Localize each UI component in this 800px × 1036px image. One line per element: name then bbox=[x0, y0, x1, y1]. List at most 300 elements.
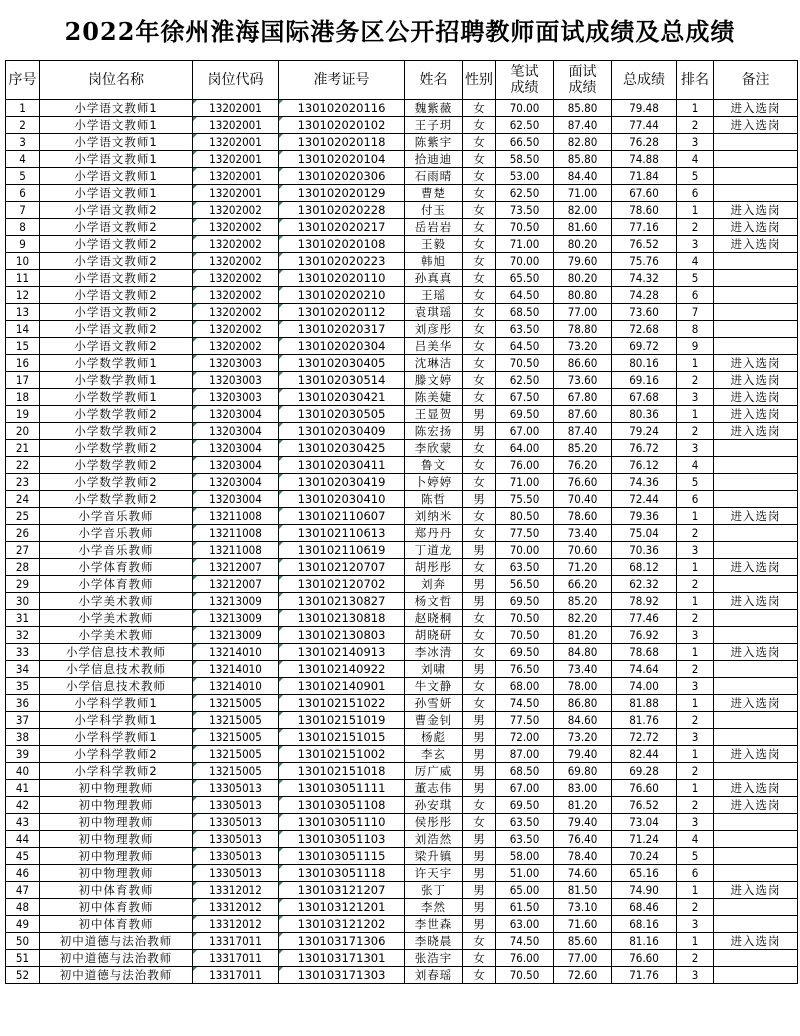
cell-gender: 女 bbox=[463, 372, 496, 389]
cell-gender: 女 bbox=[463, 100, 496, 117]
cell-exam-no: 130102140901 bbox=[279, 678, 405, 695]
cell-total-score: 74.90 bbox=[612, 882, 677, 899]
table-row bbox=[6, 950, 798, 967]
cell-written-score: 68.50 bbox=[496, 763, 554, 780]
cell-total-score: 78.92 bbox=[612, 593, 677, 610]
cell-total-score: 79.24 bbox=[612, 423, 677, 440]
cell-post-code: 13312012 bbox=[193, 916, 279, 933]
cell-total-score: 78.60 bbox=[612, 202, 677, 219]
cell-post-name: 小学语文教师2 bbox=[40, 219, 193, 236]
cell-post-code: 13203003 bbox=[193, 372, 279, 389]
cell-post-name: 小学数学教师1 bbox=[40, 389, 193, 406]
cell-post-code: 13202002 bbox=[193, 287, 279, 304]
cell-total-score: 78.68 bbox=[612, 644, 677, 661]
cell-post-code: 13202002 bbox=[193, 219, 279, 236]
table-row bbox=[6, 202, 798, 219]
cell-post-name: 初中物理教师 bbox=[40, 865, 193, 882]
cell-gender: 男 bbox=[463, 542, 496, 559]
cell-seq: 9 bbox=[6, 236, 40, 253]
cell-interview-score: 80.20 bbox=[554, 270, 612, 287]
cell-note bbox=[714, 831, 798, 848]
cell-candidate-name: 陈哲 bbox=[405, 491, 463, 508]
table-body bbox=[6, 100, 798, 984]
cell-note bbox=[714, 185, 798, 202]
cell-post-code: 13202001 bbox=[193, 168, 279, 185]
cell-post-code: 13202001 bbox=[193, 117, 279, 134]
cell-gender: 女 bbox=[463, 950, 496, 967]
cell-rank: 6 bbox=[677, 491, 714, 508]
cell-gender: 男 bbox=[463, 491, 496, 508]
cell-post-code: 13202001 bbox=[193, 151, 279, 168]
cell-seq: 27 bbox=[6, 542, 40, 559]
cell-exam-no: 130102020217 bbox=[279, 219, 405, 236]
cell-exam-no: 130102030505 bbox=[279, 406, 405, 423]
cell-post-code: 13203004 bbox=[193, 406, 279, 423]
header-written-score bbox=[496, 61, 554, 100]
table-row bbox=[6, 474, 798, 491]
cell-candidate-name: 石雨晴 bbox=[405, 168, 463, 185]
header-interview-line1: 面试 bbox=[568, 64, 597, 80]
table-row bbox=[6, 508, 798, 525]
cell-rank: 5 bbox=[677, 474, 714, 491]
cell-interview-score: 73.40 bbox=[554, 661, 612, 678]
cell-note: 进入选岗 bbox=[714, 100, 798, 117]
cell-candidate-name: 卜婷婷 bbox=[405, 474, 463, 491]
cell-written-score: 70.50 bbox=[496, 627, 554, 644]
table-row bbox=[6, 117, 798, 134]
cell-interview-score: 70.40 bbox=[554, 491, 612, 508]
cell-candidate-name: 梁升镇 bbox=[405, 848, 463, 865]
cell-post-code: 13214010 bbox=[193, 644, 279, 661]
cell-rank: 2 bbox=[677, 712, 714, 729]
cell-interview-score: 71.60 bbox=[554, 916, 612, 933]
cell-interview-score: 66.20 bbox=[554, 576, 612, 593]
cell-gender: 女 bbox=[463, 797, 496, 814]
cell-post-name: 小学数学教师1 bbox=[40, 355, 193, 372]
cell-gender: 女 bbox=[463, 219, 496, 236]
cell-total-score: 81.76 bbox=[612, 712, 677, 729]
table-row bbox=[6, 678, 798, 695]
cell-candidate-name: 曹楚 bbox=[405, 185, 463, 202]
cell-total-score: 75.76 bbox=[612, 253, 677, 270]
cell-candidate-name: 刘春瑶 bbox=[405, 967, 463, 984]
cell-note bbox=[714, 474, 798, 491]
cell-written-score: 80.50 bbox=[496, 508, 554, 525]
cell-gender: 女 bbox=[463, 457, 496, 474]
cell-total-score: 74.28 bbox=[612, 287, 677, 304]
table-row bbox=[6, 440, 798, 457]
cell-note bbox=[714, 865, 798, 882]
cell-gender: 男 bbox=[463, 882, 496, 899]
cell-gender: 女 bbox=[463, 644, 496, 661]
cell-written-score: 70.00 bbox=[496, 100, 554, 117]
cell-total-score: 68.46 bbox=[612, 899, 677, 916]
cell-written-score: 76.00 bbox=[496, 457, 554, 474]
cell-rank: 3 bbox=[677, 389, 714, 406]
cell-gender: 女 bbox=[463, 508, 496, 525]
cell-post-code: 13312012 bbox=[193, 882, 279, 899]
cell-gender: 女 bbox=[463, 202, 496, 219]
cell-exam-no: 130102020304 bbox=[279, 338, 405, 355]
cell-gender: 男 bbox=[463, 763, 496, 780]
cell-post-name: 小学语文教师2 bbox=[40, 321, 193, 338]
cell-interview-score: 69.80 bbox=[554, 763, 612, 780]
table-row bbox=[6, 372, 798, 389]
cell-written-score: 69.50 bbox=[496, 797, 554, 814]
cell-note bbox=[714, 270, 798, 287]
cell-written-score: 74.50 bbox=[496, 933, 554, 950]
cell-post-name: 小学语文教师2 bbox=[40, 270, 193, 287]
cell-post-code: 13312012 bbox=[193, 899, 279, 916]
cell-written-score: 65.00 bbox=[496, 882, 554, 899]
cell-rank: 2 bbox=[677, 372, 714, 389]
cell-written-score: 77.50 bbox=[496, 525, 554, 542]
cell-post-name: 初中物理教师 bbox=[40, 831, 193, 848]
cell-interview-score: 85.80 bbox=[554, 151, 612, 168]
cell-post-code: 13202002 bbox=[193, 321, 279, 338]
cell-seq: 24 bbox=[6, 491, 40, 508]
cell-interview-score: 83.00 bbox=[554, 780, 612, 797]
cell-written-score: 70.50 bbox=[496, 355, 554, 372]
cell-rank: 1 bbox=[677, 559, 714, 576]
cell-candidate-name: 杨文哲 bbox=[405, 593, 463, 610]
cell-gender: 女 bbox=[463, 236, 496, 253]
cell-exam-no: 130102130827 bbox=[279, 593, 405, 610]
cell-exam-no: 130103121207 bbox=[279, 882, 405, 899]
cell-total-score: 69.72 bbox=[612, 338, 677, 355]
table-row bbox=[6, 457, 798, 474]
cell-candidate-name: 岳岩岩 bbox=[405, 219, 463, 236]
cell-gender: 男 bbox=[463, 406, 496, 423]
cell-post-name: 初中体育教师 bbox=[40, 882, 193, 899]
header-written-line2: 成绩 bbox=[510, 80, 539, 96]
cell-total-score: 81.88 bbox=[612, 695, 677, 712]
cell-post-code: 13214010 bbox=[193, 661, 279, 678]
cell-post-code: 13317011 bbox=[193, 967, 279, 984]
cell-note bbox=[714, 678, 798, 695]
table-row bbox=[6, 151, 798, 168]
cell-candidate-name: 赵晓桐 bbox=[405, 610, 463, 627]
cell-rank: 5 bbox=[677, 168, 714, 185]
cell-note: 进入选岗 bbox=[714, 644, 798, 661]
cell-interview-score: 73.20 bbox=[554, 338, 612, 355]
cell-total-score: 81.16 bbox=[612, 933, 677, 950]
cell-total-score: 74.36 bbox=[612, 474, 677, 491]
cell-post-name: 小学语文教师1 bbox=[40, 151, 193, 168]
cell-gender: 男 bbox=[463, 661, 496, 678]
cell-post-name: 小学信息技术教师 bbox=[40, 678, 193, 695]
cell-seq: 34 bbox=[6, 661, 40, 678]
cell-gender: 女 bbox=[463, 559, 496, 576]
cell-candidate-name: 张丁 bbox=[405, 882, 463, 899]
cell-written-score: 63.50 bbox=[496, 559, 554, 576]
cell-note bbox=[714, 610, 798, 627]
table-row bbox=[6, 542, 798, 559]
cell-seq: 13 bbox=[6, 304, 40, 321]
cell-post-name: 小学数学教师1 bbox=[40, 372, 193, 389]
cell-rank: 2 bbox=[677, 950, 714, 967]
cell-interview-score: 85.80 bbox=[554, 100, 612, 117]
cell-written-score: 69.50 bbox=[496, 644, 554, 661]
cell-interview-score: 73.10 bbox=[554, 899, 612, 916]
table-row bbox=[6, 219, 798, 236]
cell-rank: 2 bbox=[677, 610, 714, 627]
cell-rank: 2 bbox=[677, 661, 714, 678]
table-row bbox=[6, 763, 798, 780]
cell-seq: 26 bbox=[6, 525, 40, 542]
cell-exam-no: 130103051111 bbox=[279, 780, 405, 797]
cell-candidate-name: 许天宇 bbox=[405, 865, 463, 882]
cell-post-code: 13215005 bbox=[193, 695, 279, 712]
cell-seq: 8 bbox=[6, 219, 40, 236]
cell-post-code: 13212007 bbox=[193, 576, 279, 593]
cell-total-score: 77.16 bbox=[612, 219, 677, 236]
cell-note: 进入选岗 bbox=[714, 780, 798, 797]
cell-rank: 8 bbox=[677, 321, 714, 338]
cell-rank: 9 bbox=[677, 338, 714, 355]
cell-candidate-name: 张浩宇 bbox=[405, 950, 463, 967]
table-row bbox=[6, 593, 798, 610]
cell-candidate-name: 厉广威 bbox=[405, 763, 463, 780]
cell-rank: 1 bbox=[677, 780, 714, 797]
cell-candidate-name: 胡晓研 bbox=[405, 627, 463, 644]
cell-written-score: 58.50 bbox=[496, 151, 554, 168]
cell-written-score: 56.50 bbox=[496, 576, 554, 593]
cell-seq: 39 bbox=[6, 746, 40, 763]
cell-gender: 女 bbox=[463, 525, 496, 542]
cell-rank: 6 bbox=[677, 287, 714, 304]
cell-post-name: 小学数学教师2 bbox=[40, 423, 193, 440]
cell-total-score: 80.16 bbox=[612, 355, 677, 372]
cell-interview-score: 81.20 bbox=[554, 627, 612, 644]
cell-seq: 41 bbox=[6, 780, 40, 797]
cell-candidate-name: 陈紫宇 bbox=[405, 134, 463, 151]
cell-post-name: 小学科学教师2 bbox=[40, 763, 193, 780]
cell-total-score: 71.84 bbox=[612, 168, 677, 185]
cell-written-score: 64.50 bbox=[496, 338, 554, 355]
cell-interview-score: 79.40 bbox=[554, 814, 612, 831]
cell-interview-score: 81.20 bbox=[554, 797, 612, 814]
cell-exam-no: 130103171301 bbox=[279, 950, 405, 967]
cell-interview-score: 67.80 bbox=[554, 389, 612, 406]
cell-gender: 女 bbox=[463, 933, 496, 950]
cell-interview-score: 84.60 bbox=[554, 712, 612, 729]
cell-seq: 12 bbox=[6, 287, 40, 304]
cell-written-score: 53.00 bbox=[496, 168, 554, 185]
cell-gender: 女 bbox=[463, 678, 496, 695]
cell-seq: 37 bbox=[6, 712, 40, 729]
cell-exam-no: 130103051115 bbox=[279, 848, 405, 865]
table-row bbox=[6, 338, 798, 355]
table-row bbox=[6, 270, 798, 287]
cell-post-name: 小学数学教师2 bbox=[40, 440, 193, 457]
cell-written-score: 70.00 bbox=[496, 542, 554, 559]
cell-note: 进入选岗 bbox=[714, 593, 798, 610]
cell-post-code: 13202002 bbox=[193, 202, 279, 219]
cell-gender: 女 bbox=[463, 304, 496, 321]
cell-candidate-name: 董志伟 bbox=[405, 780, 463, 797]
cell-exam-no: 130102030421 bbox=[279, 389, 405, 406]
table-row bbox=[6, 882, 798, 899]
table-row bbox=[6, 712, 798, 729]
cell-exam-no: 130103171303 bbox=[279, 967, 405, 984]
cell-total-score: 79.48 bbox=[612, 100, 677, 117]
cell-total-score: 82.44 bbox=[612, 746, 677, 763]
cell-post-name: 小学信息技术教师 bbox=[40, 644, 193, 661]
cell-interview-score: 78.40 bbox=[554, 848, 612, 865]
cell-post-code: 13202001 bbox=[193, 100, 279, 117]
cell-interview-score: 80.20 bbox=[554, 236, 612, 253]
cell-exam-no: 130102151019 bbox=[279, 712, 405, 729]
header-exam-no: 准考证号 bbox=[279, 61, 405, 100]
cell-seq: 32 bbox=[6, 627, 40, 644]
cell-post-name: 小学语文教师1 bbox=[40, 117, 193, 134]
cell-written-score: 61.50 bbox=[496, 899, 554, 916]
cell-note bbox=[714, 712, 798, 729]
table-row bbox=[6, 916, 798, 933]
cell-post-code: 13202002 bbox=[193, 338, 279, 355]
header-post-code: 岗位代码 bbox=[193, 61, 279, 100]
cell-gender: 女 bbox=[463, 168, 496, 185]
cell-candidate-name: 拾迪迪 bbox=[405, 151, 463, 168]
cell-candidate-name: 刘奔 bbox=[405, 576, 463, 593]
cell-post-code: 13212007 bbox=[193, 559, 279, 576]
cell-gender: 女 bbox=[463, 338, 496, 355]
cell-rank: 1 bbox=[677, 593, 714, 610]
cell-candidate-name: 李世森 bbox=[405, 916, 463, 933]
table-row bbox=[6, 933, 798, 950]
cell-seq: 18 bbox=[6, 389, 40, 406]
cell-note bbox=[714, 168, 798, 185]
cell-written-score: 68.00 bbox=[496, 678, 554, 695]
table-row bbox=[6, 967, 798, 984]
cell-gender: 男 bbox=[463, 780, 496, 797]
cell-candidate-name: 刘彦彤 bbox=[405, 321, 463, 338]
cell-interview-score: 71.00 bbox=[554, 185, 612, 202]
cell-exam-no: 130103121202 bbox=[279, 916, 405, 933]
cell-gender: 男 bbox=[463, 746, 496, 763]
cell-rank: 2 bbox=[677, 763, 714, 780]
cell-total-score: 72.44 bbox=[612, 491, 677, 508]
cell-interview-score: 84.40 bbox=[554, 168, 612, 185]
table-row bbox=[6, 525, 798, 542]
cell-gender: 男 bbox=[463, 729, 496, 746]
header-interview-line2: 成绩 bbox=[568, 80, 597, 96]
cell-exam-no: 130102020223 bbox=[279, 253, 405, 270]
table-row bbox=[6, 831, 798, 848]
cell-written-score: 62.50 bbox=[496, 117, 554, 134]
cell-post-name: 小学语文教师2 bbox=[40, 304, 193, 321]
cell-post-code: 13305013 bbox=[193, 797, 279, 814]
cell-post-code: 13317011 bbox=[193, 950, 279, 967]
cell-post-name: 小学语文教师1 bbox=[40, 100, 193, 117]
cell-exam-no: 130102020104 bbox=[279, 151, 405, 168]
cell-candidate-name: 李晓晨 bbox=[405, 933, 463, 950]
cell-rank: 1 bbox=[677, 695, 714, 712]
cell-exam-no: 130103051118 bbox=[279, 865, 405, 882]
cell-seq: 31 bbox=[6, 610, 40, 627]
cell-rank: 2 bbox=[677, 525, 714, 542]
cell-exam-no: 130102020129 bbox=[279, 185, 405, 202]
cell-total-score: 68.16 bbox=[612, 916, 677, 933]
table-row bbox=[6, 644, 798, 661]
cell-exam-no: 130102120702 bbox=[279, 576, 405, 593]
cell-note bbox=[714, 491, 798, 508]
cell-candidate-name: 侯彤彤 bbox=[405, 814, 463, 831]
cell-post-code: 13213009 bbox=[193, 610, 279, 627]
cell-written-score: 70.00 bbox=[496, 253, 554, 270]
cell-seq: 51 bbox=[6, 950, 40, 967]
cell-rank: 1 bbox=[677, 644, 714, 661]
cell-total-score: 65.16 bbox=[612, 865, 677, 882]
cell-total-score: 71.24 bbox=[612, 831, 677, 848]
cell-candidate-name: 王瑶 bbox=[405, 287, 463, 304]
table-row bbox=[6, 236, 798, 253]
cell-interview-score: 79.40 bbox=[554, 746, 612, 763]
table-row bbox=[6, 100, 798, 117]
table-row bbox=[6, 287, 798, 304]
cell-written-score: 65.50 bbox=[496, 270, 554, 287]
cell-written-score: 63.00 bbox=[496, 916, 554, 933]
cell-candidate-name: 王子玥 bbox=[405, 117, 463, 134]
table-row bbox=[6, 559, 798, 576]
cell-exam-no: 130102020228 bbox=[279, 202, 405, 219]
cell-post-code: 13211008 bbox=[193, 542, 279, 559]
cell-gender: 男 bbox=[463, 576, 496, 593]
cell-post-name: 小学语文教师2 bbox=[40, 202, 193, 219]
cell-written-score: 70.50 bbox=[496, 610, 554, 627]
cell-candidate-name: 丁道龙 bbox=[405, 542, 463, 559]
cell-candidate-name: 袁琪瑶 bbox=[405, 304, 463, 321]
table-row bbox=[6, 321, 798, 338]
cell-interview-score: 85.20 bbox=[554, 593, 612, 610]
header-total: 总成绩 bbox=[612, 61, 677, 100]
table-row bbox=[6, 185, 798, 202]
cell-candidate-name: 韩旭 bbox=[405, 253, 463, 270]
cell-note bbox=[714, 440, 798, 457]
cell-seq: 20 bbox=[6, 423, 40, 440]
cell-candidate-name: 孙真真 bbox=[405, 270, 463, 287]
cell-exam-no: 130102020317 bbox=[279, 321, 405, 338]
cell-post-code: 13202002 bbox=[193, 253, 279, 270]
cell-seq: 44 bbox=[6, 831, 40, 848]
cell-note bbox=[714, 134, 798, 151]
cell-rank: 3 bbox=[677, 542, 714, 559]
header-seq: 序号 bbox=[6, 61, 40, 100]
table-row bbox=[6, 134, 798, 151]
header-written-line1: 笔试 bbox=[510, 64, 539, 80]
cell-gender: 男 bbox=[463, 865, 496, 882]
cell-written-score: 63.50 bbox=[496, 831, 554, 848]
cell-rank: 3 bbox=[677, 440, 714, 457]
cell-post-name: 小学美术教师 bbox=[40, 593, 193, 610]
cell-note bbox=[714, 253, 798, 270]
results-table bbox=[5, 60, 798, 984]
cell-note: 进入选岗 bbox=[714, 236, 798, 253]
cell-note: 进入选岗 bbox=[714, 797, 798, 814]
cell-seq: 48 bbox=[6, 899, 40, 916]
cell-rank: 3 bbox=[677, 627, 714, 644]
cell-exam-no: 130102151022 bbox=[279, 695, 405, 712]
cell-post-name: 小学语文教师1 bbox=[40, 185, 193, 202]
table-row bbox=[6, 661, 798, 678]
cell-interview-score: 78.60 bbox=[554, 508, 612, 525]
document-title: 2022年徐州淮海国际港务区公开招聘教师面试成绩及总成绩 bbox=[64, 17, 736, 46]
cell-gender: 男 bbox=[463, 712, 496, 729]
cell-post-name: 小学美术教师 bbox=[40, 627, 193, 644]
cell-post-code: 13305013 bbox=[193, 780, 279, 797]
cell-gender: 男 bbox=[463, 593, 496, 610]
